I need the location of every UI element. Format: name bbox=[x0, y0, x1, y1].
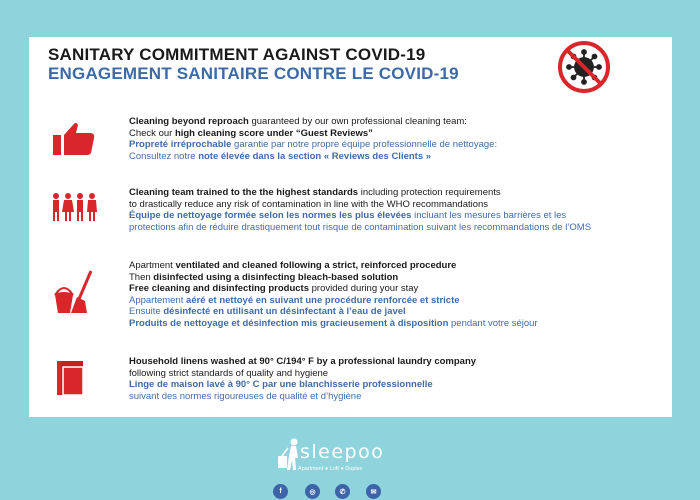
text-run: Ensuite bbox=[129, 306, 164, 318]
text-run: Apartment bbox=[129, 260, 176, 271]
section-line bbox=[129, 222, 591, 234]
text-run: incluant les mesures barrières et les bbox=[411, 210, 567, 222]
text-run: garantie par notre propre équipe professionnelle de nettoyage: bbox=[231, 139, 498, 151]
linens-icon bbox=[51, 359, 91, 399]
section-line bbox=[129, 139, 497, 151]
text-run: Produits de nettoyage et désinfection mis gracieusement à disposition bbox=[129, 317, 449, 329]
section-line bbox=[129, 283, 538, 295]
thumbs-up-icon bbox=[51, 121, 97, 157]
text-run: Check our bbox=[129, 127, 175, 139]
text-run: disinfected using a disinfecting bleach-based solution bbox=[153, 271, 399, 283]
text-run: Propreté irréprochable bbox=[129, 139, 232, 151]
text-run: Household linens washed at 90° C/194° F by a professional laundry company bbox=[129, 356, 477, 367]
text-run: following strict standards of quality and hygiene bbox=[129, 367, 329, 379]
section-line bbox=[129, 391, 476, 403]
section-line bbox=[129, 272, 538, 284]
section-line bbox=[129, 306, 538, 318]
text-run: guaranteed by our own professional cleaning team: bbox=[248, 116, 467, 127]
text-run: Cleaning beyond reproach bbox=[129, 116, 249, 127]
text-run: provided during your stay bbox=[309, 283, 419, 295]
brand-name: sleepoo bbox=[300, 441, 385, 463]
section-line bbox=[129, 260, 538, 272]
text-run: Cleaning team trained to the the highest standards bbox=[129, 187, 359, 198]
text-run: suivant des normes rigoureuses de qualité et d’hygiène bbox=[129, 390, 362, 402]
text-run: high cleaning score under “Guest Reviews” bbox=[174, 127, 373, 139]
text-run: Linge de maison lavé à 90° C par une blanchisserie professionnelle bbox=[129, 379, 433, 391]
text-run: aéré et nettoyé en suivant une procédure renforcée et stricte bbox=[186, 294, 460, 306]
section-procedure bbox=[129, 260, 538, 330]
text-run: Équipe de nettoyage formée selon les normes les plus élevées bbox=[129, 210, 412, 222]
section-cleaning bbox=[129, 116, 497, 162]
section-line bbox=[129, 379, 476, 391]
title-french: ENGAGEMENT SANITAIRE CONTRE LE COVID-19 bbox=[48, 64, 459, 83]
email-icon[interactable]: ✉ bbox=[366, 484, 381, 499]
text-run: pendant votre séjour bbox=[448, 317, 538, 329]
text-run: désinfecté en utilisant un désinfectant à l’eau de javel bbox=[163, 306, 406, 318]
whatsapp-icon[interactable]: ✆ bbox=[335, 484, 350, 499]
brand-tagline: Apartment ● Loft ● Duplex bbox=[298, 466, 363, 472]
section-line bbox=[129, 210, 591, 222]
cleaning-team-icon bbox=[51, 192, 97, 222]
section-line bbox=[129, 128, 497, 140]
section-line bbox=[129, 356, 476, 368]
section-line bbox=[129, 151, 497, 163]
instagram-icon[interactable]: ◎ bbox=[305, 484, 320, 499]
text-run: Appartement bbox=[129, 294, 187, 306]
text-run: Consultez notre bbox=[129, 150, 199, 162]
text-run: protections afin de réduire drastiquement tout risque de contamination suivant les recommandations de l’OMS bbox=[129, 221, 592, 233]
section-linens bbox=[129, 356, 476, 402]
bucket-broom-icon bbox=[51, 269, 97, 315]
text-run: including protection requirements bbox=[358, 187, 501, 198]
commitment-card bbox=[29, 37, 672, 417]
section-line bbox=[129, 368, 476, 380]
section-line bbox=[129, 187, 591, 199]
title-english: SANITARY COMMITMENT AGAINST COVID-19 bbox=[48, 45, 426, 64]
section-line bbox=[129, 116, 497, 128]
section-team bbox=[129, 187, 591, 233]
text-run: Then bbox=[129, 271, 154, 283]
facebook-icon[interactable]: f bbox=[273, 484, 288, 499]
section-line bbox=[129, 295, 538, 307]
no-covid-icon bbox=[557, 40, 611, 94]
text-run: ventilated and cleaned following a strict, reinforced procedure bbox=[175, 260, 457, 271]
section-line bbox=[129, 318, 538, 330]
text-run: to drastically reduce any risk of contamination in line with the WHO recommandations bbox=[129, 198, 489, 210]
text-run: Free cleaning and disinfecting products bbox=[129, 283, 309, 295]
section-line bbox=[129, 199, 591, 211]
text-run: note élevée dans la section « Reviews des Clients » bbox=[198, 150, 432, 162]
